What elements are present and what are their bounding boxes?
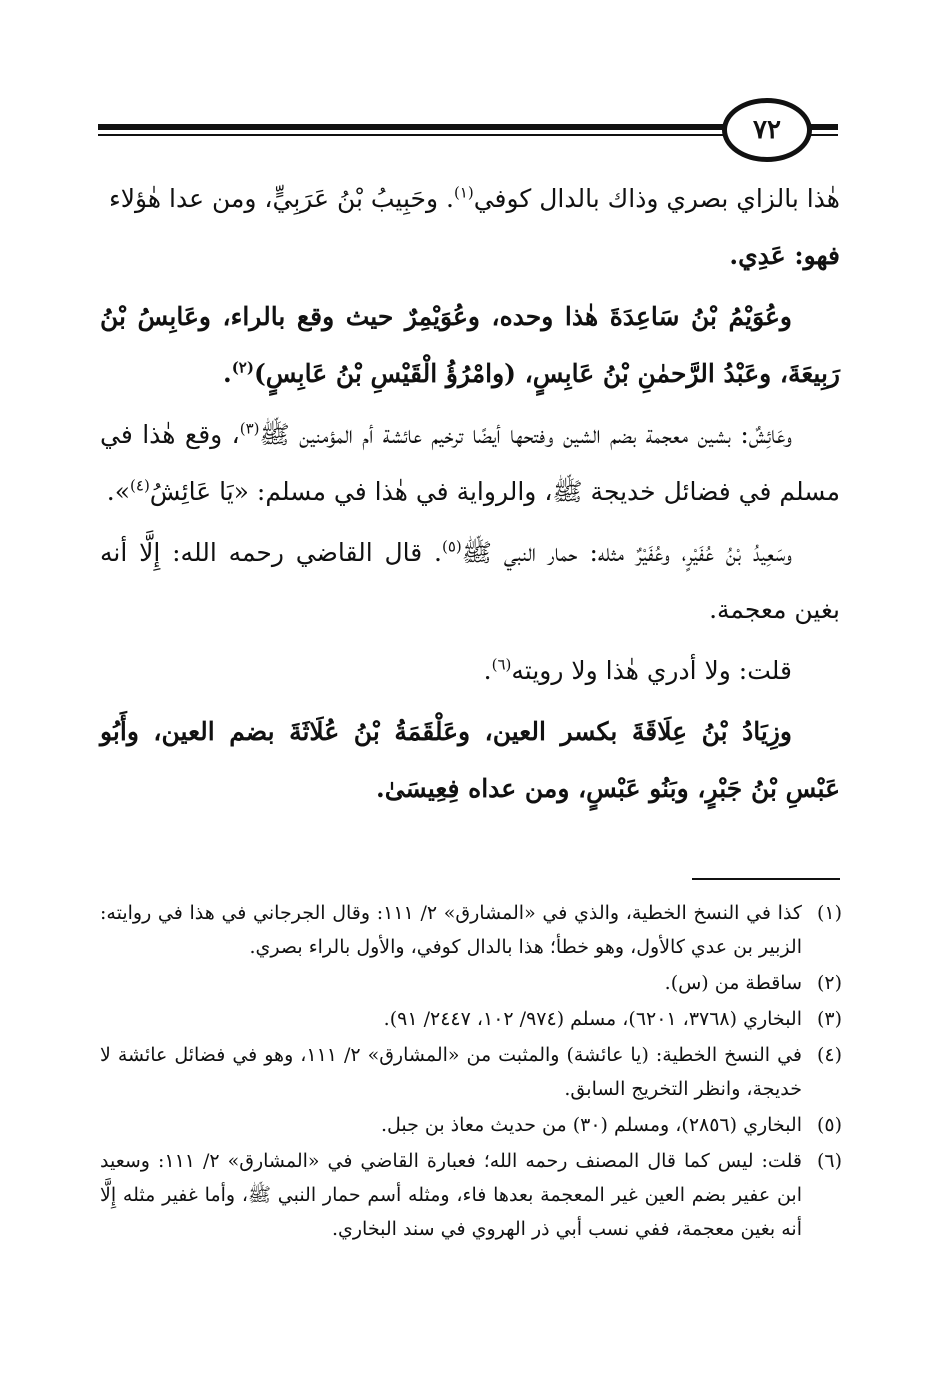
footnote-6 (100, 1144, 842, 1246)
footnotes (100, 896, 842, 1248)
footnote-ref-5: (٥) (441, 537, 462, 556)
p2-text: وعُوَيْمُ بْنُ سَاعِدَةَ هٰذا وحده، وعُوَيْمِرٌ حيث وقع بالراء، وعَابِسُ بْنُ رَبِيعَةَ، وعَبْدُ الرَّحمٰنِ بْنُ عَابِسٍ، (وامْرُؤُ الْقَيْسِ بْنُ عَابِسٍ) (100, 302, 840, 388)
footnote-text: كذا في النسخ الخطية، والذي في «المشارق» ٢/ ١١١: وقال الجرجاني في هذا في روايته: الزبير بن عدي كالأول، وهو خطأ؛ هذا بالدال كوفي، والأول بالراء بصري. (100, 902, 802, 958)
p1-text-b: . وحَبِيبُ بْنُ عَرَبِيٍّ، ومن عدا هٰؤلاء (108, 184, 454, 213)
page-number: ٧٢ (722, 98, 812, 162)
paragraph-3 (100, 406, 840, 520)
p3-text-b: ، وقع هٰذا في مسلم في فضائل خديجة ﷺ، والرواية في هٰذا في مسلم: «يَا عَائِشُ (100, 420, 840, 506)
footnote-number: (٥) (816, 1114, 842, 1136)
footnote-4 (100, 1038, 842, 1106)
p1-text-a: هٰذا بالزاي بصري وذاك بالدال كوفي (473, 184, 840, 213)
footnote-number: (٤) (816, 1044, 842, 1066)
footnote-2 (100, 966, 842, 1000)
footnote-number: (٢) (816, 972, 842, 994)
footnote-text: البخاري (٢٨٥٦)، ومسلم (٣٠) من حديث معاذ بن جبل. (380, 1114, 802, 1136)
footnote-ref-6: (٦) (491, 655, 512, 674)
footnote-number: (١) (816, 902, 842, 924)
p1-text-c: فهو: عَدِي. (729, 241, 840, 270)
p5-text-b: . (483, 656, 492, 685)
footnote-5 (100, 1108, 842, 1142)
footnote-number: (٦) (816, 1150, 842, 1172)
p4-text-b: . قال القاضي رحمه الله: إِلَّا أنه بغين معجمة. (100, 538, 840, 624)
p3-text-a: وعَائِشٌ: بشين معجمة بضم الشين وفتحها أيضًا ترخيم عائشة أم المؤمنين ﷺ (259, 420, 793, 449)
main-text (100, 170, 840, 817)
paragraph-2: وعُوَيْمُ بْنُ سَاعِدَةَ هٰذا وحده، وعُوَيْمِرٌ حيث وقع بالراء، وعَابِسُ بْنُ رَبِيعَةَ، وعَبْدُ الرَّحمٰنِ بْنُ عَابِسٍ، (وامْرُؤُ الْقَيْسِ بْنُ عَابِسٍ)$^{(٢)}$. (100, 302, 840, 388)
p4-text-a: وسَعِيدُ بْنُ عُفَيْرٍ، وعُفَيْرٌ مثله: حمار النبي ﷺ (461, 538, 793, 567)
footnote-ref-1: (١) (453, 183, 474, 202)
footnote-ref-4: (٤) (130, 476, 150, 495)
paragraph-6 (100, 703, 840, 817)
footnote-separator (692, 878, 840, 880)
paragraph-4 (100, 524, 840, 638)
footnote-1 (100, 896, 842, 964)
paragraph-5 (100, 642, 840, 699)
footnote-ref-3: (٣) (239, 419, 260, 438)
p5-text-a: قلت: ولا أدري هٰذا ولا رويته (511, 656, 792, 685)
p3-text-c: ». (106, 477, 131, 506)
footnote-number: (٣) (816, 1008, 842, 1030)
p6-text: وزِيَادُ بْنُ عِلَاقَةَ بكسر العين، وعَلْقَمَةُ بْنُ عُلَاثَةَ بضم العين، وأَبُو عَبْسِ بْنُ جَبْرٍ، وبَنُو عَبْسٍ، ومن عداه فِعِيسَىٰ. (100, 717, 840, 803)
footnote-text: البخاري (٣٧٦٨، ٦٢٠١)، مسلم (٩٧٤/ ١٠٢، ٢٤٤٧/ ٩١). (383, 1008, 802, 1030)
footnote-text: في النسخ الخطية: (يا عائشة) والمثبت من «المشارق» ٢/ ١١١، وهو في فضائل عائشة لا خديجة، وانظر التخريج السابق. (100, 1044, 802, 1100)
footnote-text: قلت: ليس كما قال المصنف رحمه الله؛ فعبارة القاضي في «المشارق» ٢/ ١١١: وسعيد ابن عفير بضم العين غير المعجمة بعدها فاء، ومثله أسم حمار النبي ﷺ، وأما غفير مثله إِلَّا أنه بغين معجمة، ففي نسب أبي ذر الهروي في سند البخاري. (100, 1150, 802, 1240)
footnote-ref-2: (٢) (231, 358, 254, 377)
footnote-text: ساقطة من (س). (664, 972, 802, 994)
footnote-3 (100, 1002, 842, 1036)
paragraph-1 (100, 170, 840, 284)
